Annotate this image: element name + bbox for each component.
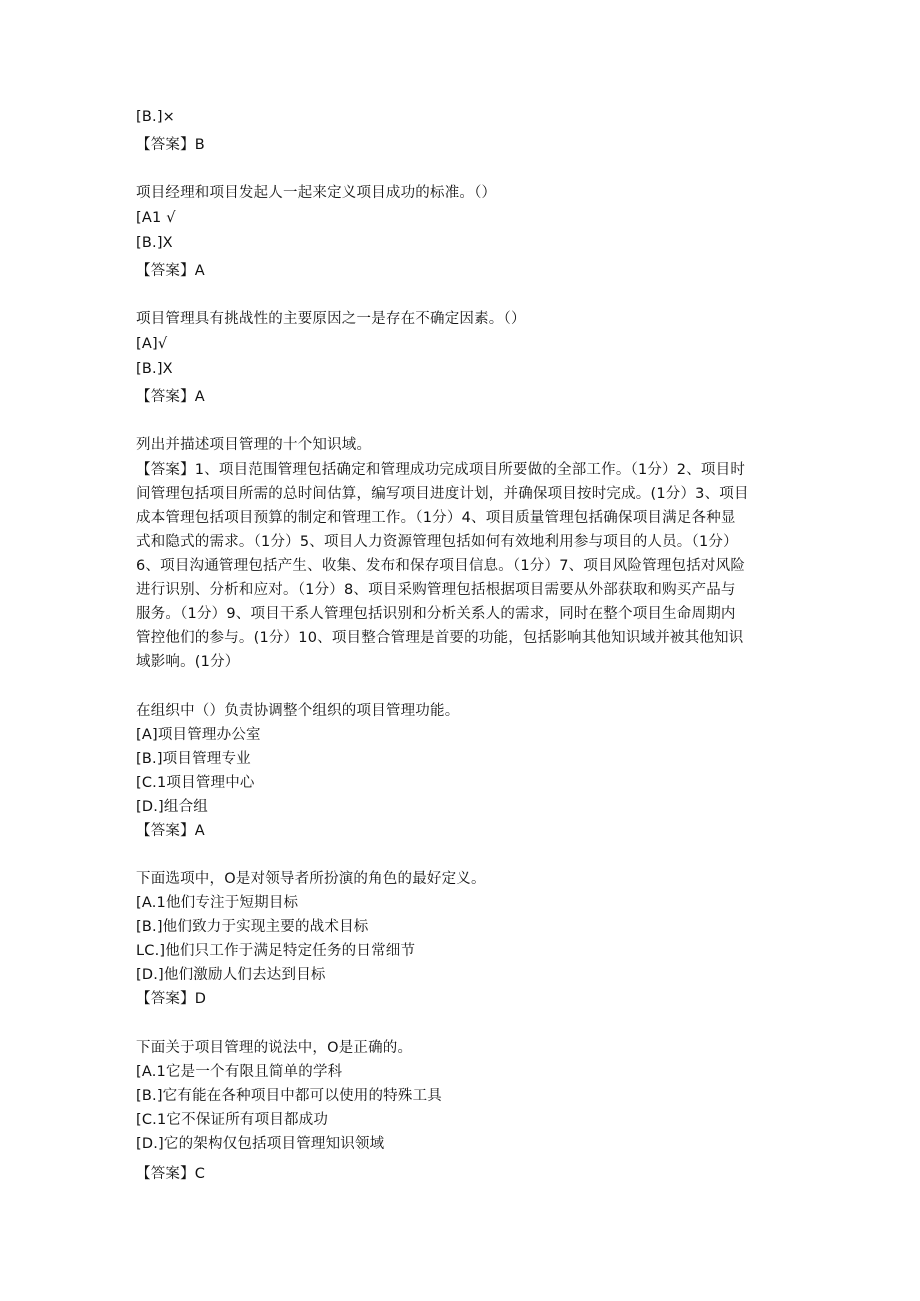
question: 下面选项中，O是对领导者所扮演的角色的最好定义。 — [136, 871, 486, 887]
answer: 【答案】A — [136, 263, 205, 279]
answer-paragraph-line: 间管理包括项目所需的总时间估算，编写项目进度计划，并确保项目按时完成。(1分）3、项目 — [136, 486, 749, 502]
option-c: [C.1项目管理中心 — [136, 775, 255, 791]
option-a: [A.1它是一个有限且简单的学科 — [136, 1064, 343, 1080]
option-d: [D.]它的架构仅包括项目管理知识领域 — [136, 1136, 385, 1152]
option-b: [B.]它有能在各种项目中都可以使用的特殊工具 — [136, 1088, 442, 1104]
question: 项目管理具有挑战性的主要原因之一是存在不确定因素。（） — [136, 311, 526, 327]
answer-paragraph-line: 进行识别、分析和应对。（1分）8、项目采购管理包括根据项目需要从外部获取和购买产品与 — [136, 582, 736, 598]
option-b: [B.]X — [136, 361, 173, 377]
option-d: [D.]他们激励人们去达到目标 — [136, 967, 326, 983]
answer-paragraph-line: 管控他们的参与。(1分）10、项目整合管理是首要的功能，包括影响其他知识域并被其他知识 — [136, 630, 744, 646]
answer-paragraph-line: 式和隐式的需求。（1分）5、项目人力资源管理包括如何有效地利用参与项目的人员。（1分） — [136, 534, 738, 550]
question: 下面关于项目管理的说法中，O是正确的。 — [136, 1040, 413, 1056]
question: 在组织中（）负责协调整个组织的项目管理功能。 — [136, 703, 460, 719]
option-a: [A1 √ — [136, 210, 176, 226]
answer-paragraph-line: 服务。（1分）9、项目干系人管理包括识别和分析关系人的需求，同时在整个项目生命周期内 — [136, 606, 736, 622]
option-a: [A]√ — [136, 336, 168, 352]
answer-paragraph-line: 成本管理包括项目预算的制定和管理工作。（1分）4、项目质量管理包括确保项目满足各种显 — [136, 510, 736, 526]
answer-paragraph-line: 域影响。(1分） — [136, 654, 240, 670]
option-b: [B.]项目管理专业 — [136, 751, 251, 767]
answer: 【答案】A — [136, 389, 205, 405]
answer: 【答案】A — [136, 823, 205, 839]
option-c: LC.]他们只工作于满足特定任务的日常细节 — [136, 943, 416, 959]
option-a: [A]项目管理办公室 — [136, 727, 261, 743]
question: 项目经理和项目发起人一起来定义项目成功的标准。（） — [136, 185, 497, 201]
answer-paragraph-line: 6、项目沟通管理包括产生、收集、发布和保存项目信息。（1分）7、项目风险管理包括对风险 — [136, 558, 746, 574]
option-b: [B.]他们致力于实现主要的战术目标 — [136, 919, 369, 935]
question: 列出并描述项目管理的十个知识域。 — [136, 437, 372, 453]
option-a: [A.1他们专注于短期目标 — [136, 895, 299, 911]
answer-paragraph-line: 【答案】1、项目范围管理包括确定和管理成功完成项目所要做的全部工作。（1分）2、项目时 — [136, 462, 746, 478]
option-b: [B.]× — [136, 109, 176, 125]
option-b: [B.]X — [136, 235, 173, 251]
answer: 【答案】D — [136, 991, 207, 1007]
answer: 【答案】B — [136, 137, 205, 153]
option-c: [C.1它不保证所有项目都成功 — [136, 1112, 329, 1128]
option-d: [D.]组合组 — [136, 799, 208, 815]
answer: 【答案】C — [136, 1166, 206, 1182]
